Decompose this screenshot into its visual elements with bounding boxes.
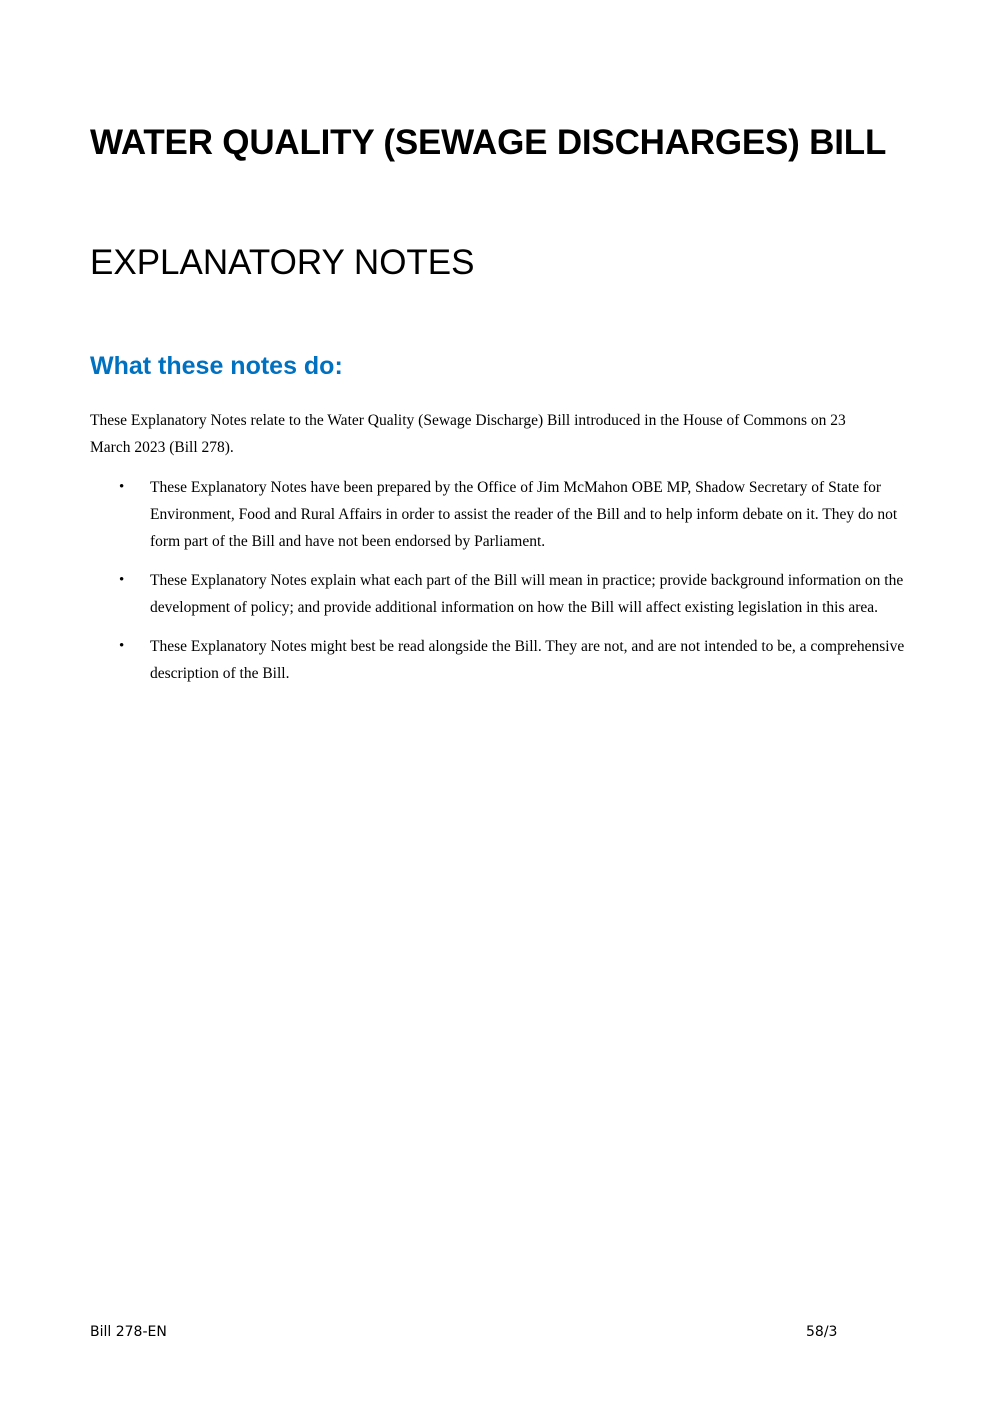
document-title: WATER QUALITY (SEWAGE DISCHARGES) BILL xyxy=(90,123,887,162)
bullet-icon: • xyxy=(119,638,125,654)
intro-paragraph: These Explanatory Notes relate to the Water Quality (Sewage Discharge) Bill introduced in the House of Commons on 23 March 2023 (Bill 278). xyxy=(90,412,846,456)
section-heading: What these notes do: xyxy=(90,352,343,380)
bullet-icon: • xyxy=(119,479,125,495)
bullet-icon: • xyxy=(119,572,125,588)
list-item-text: These Explanatory Notes have been prepared by the Office of Jim McMahon OBE MP, Shadow Secretary of State for Environment, Food and Rural Affairs in order to assist the reader of the Bill and to help inform debate on it. They do not form part of the Bill and have not been endorsed by Parliament. xyxy=(150,479,898,550)
footer-page-number: 58/3 xyxy=(806,1324,838,1340)
list-item xyxy=(90,633,910,687)
list-item-text: These Explanatory Notes might best be read alongside the Bill. They are not, and are not intended to be, a comprehensive description of the Bill. xyxy=(150,638,905,682)
footer-bill-reference: Bill 278-EN xyxy=(90,1324,167,1340)
list-item xyxy=(90,474,910,555)
notes-bullet-list xyxy=(90,474,910,699)
list-item-text: These Explanatory Notes explain what each part of the Bill will mean in practice; provide background information on the development of policy; and provide additional information on how the Bill will affect existing legislation in this area. xyxy=(150,572,904,616)
list-item xyxy=(90,567,910,621)
document-subtitle: EXPLANATORY NOTES xyxy=(90,243,475,282)
